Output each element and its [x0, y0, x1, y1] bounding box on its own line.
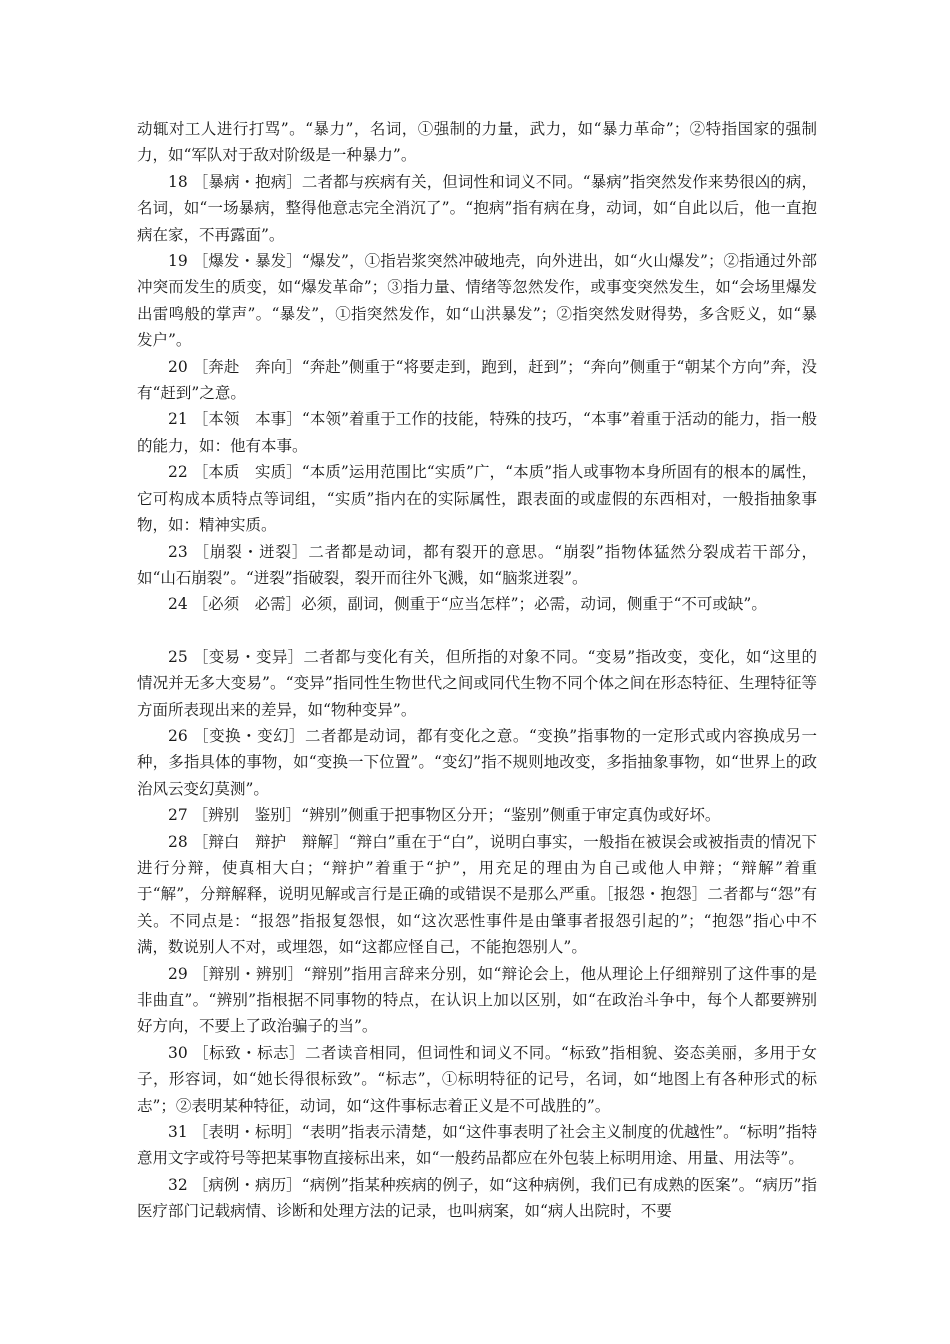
entry-25: 25 ［变易・变异］二者都与变化有关，但所指的对象不同。“变易”指改变，变化，如“这里的情况并无多大变易”。“变异”指同性生物世代之间或同代生物不同个体之间在形态特征、生理特征等方面所表现出来的差异，如“物种变异”。 — [137, 647, 817, 719]
entry-18: 18 ［暴病・抱病］二者都与疾病有关，但词性和词义不同。“暴病”指突然发作来势很凶的病，名词，如“一场暴病，整得他意志完全消沉了”。“抱病”指有病在身，动词，如“自此以后，他一直抱病在家，不再露面”。 — [137, 172, 817, 244]
entry-27: 27 ［辨别 鉴别］“辨别”侧重于把事物区分开；“鉴别”侧重于审定真伪或好坏。 — [168, 806, 721, 825]
entry-26: 26 ［变换・变幻］二者都是动词，都有变化之意。“变换”指事物的一定形式或内容换成另一种，多指具体的事物，如“变换一下位置”。“变幻”指不规则地改变，多指抽象事物，如“世界上的政治风云变幻莫测”。 — [137, 726, 817, 798]
entry-23: 23 ［崩裂・迸裂］二者都是动词，都有裂开的意思。“崩裂”指物体猛然分裂成若干部分，如“山石崩裂”。“迸裂”指破裂，裂开而往外飞溅，如“脑浆迸裂”。 — [137, 542, 817, 587]
entry-29: 29 ［辩别・辨别］“辩别”指用言辞来分别，如“辩论会上，他从理论上仔细辩别了这件事的是非曲直”。“辨别”指根据不同事物的特点，在认识上加以区别，如“在政治斗争中，每个人都要辨别好方向，不要上了政治骗子的当”。 — [137, 964, 817, 1036]
document-body — [137, 116, 817, 1225]
entry-19: 19 ［爆发・暴发］“爆发”，①指岩浆突然冲破地壳，向外进出，如“火山爆发”；②指通过外部冲突而发生的质变，如“爆发革命”；③指力量、情绪等忽然发作，或事变突然发生，如“会场里爆发出雷鸣般的掌声”。“暴发”，①指突然发作，如“山洪暴发”；②指突然发财得势，多含贬义，如“暴发户”。 — [137, 252, 817, 350]
entry-28: 28 ［辩白 辩护 辩解］“辩白”重在于“白”，说明白事实，一般指在被误会或被指责的情况下进行分辩，使真相大白；“辩护”着重于“护”，用充足的理由为自己或他人申辩；“辩解”着重于“解”，分辩解释，说明见解或言行是正确的或错误不是那么严重。［报怨・抱怨］二者都与“怨”有关。不同点是：“报怨”指报复怨恨，如“这次恶性事件是由肇事者报怨引起的”；“抱怨”指心中不满，数说别人不对，或埋怨，如“这都应怪自己，不能抱怨别人”。 — [137, 832, 817, 957]
entry-22: 22 ［本质 实质］“本质”运用范围比“实质”广，“本质”指人或事物本身所固有的根本的属性，它可构成本质特点等词组，“实质”指内在的实际属性，跟表面的或虚假的东西相对，一般指抽象事物，如：精神实质。 — [137, 463, 817, 535]
entry-20: 20 ［奔赴 奔向］“奔赴”侧重于“将要走到，跑到，赶到”；“奔向”侧重于“朝某个方向”奔，没有“赶到”之意。 — [137, 357, 817, 403]
entry-30: 30 ［标致・标志］二者读音相同，但词性和词义不同。“标致”指相貌、姿态美丽，多用于女子，形容词，如“她长得很标致”。“标志”，①标明特征的记号，名词，如“地图上有各种形式的标志”；②表明某种特征，动词，如“这件事标志着正义是不可战胜的”。 — [137, 1043, 817, 1115]
paragraph: 动辄对工人进行打骂”。“暴力”，名词，①强制的力量，武力，如“暴力革命”；②特指国家的强制力，如“军队对于敌对阶级是一种暴力”。 — [137, 120, 817, 165]
blank-line — [137, 618, 817, 644]
entry-24: 24 ［必须 必需］必须，副词，侧重于“应当怎样”；必需，动词，侧重于“不可或缺”。 — [168, 595, 767, 614]
entry-21: 21 ［本领 本事］“本领”着重于工作的技能，特殊的技巧，“本事”着重于活动的能力，指一般的能力，如：他有本事。 — [137, 410, 817, 455]
entry-32: 32 ［病例・病历］“病例”指某种疾病的例子，如“这种病例，我们已有成熟的医案”。“病历”指医疗部门记载病情、诊断和处理方法的记录，也叫病案，如“病人出院时，不要 — [137, 1175, 817, 1221]
entry-31: 31 ［表明・标明］“表明”指表示清楚，如“这件事表明了社会主义制度的优越性”。“标明”指特意用文字或符号等把某事物直接标出来，如“一般药品都应在外包装上标明用途、用量、用法等”。 — [137, 1123, 817, 1168]
